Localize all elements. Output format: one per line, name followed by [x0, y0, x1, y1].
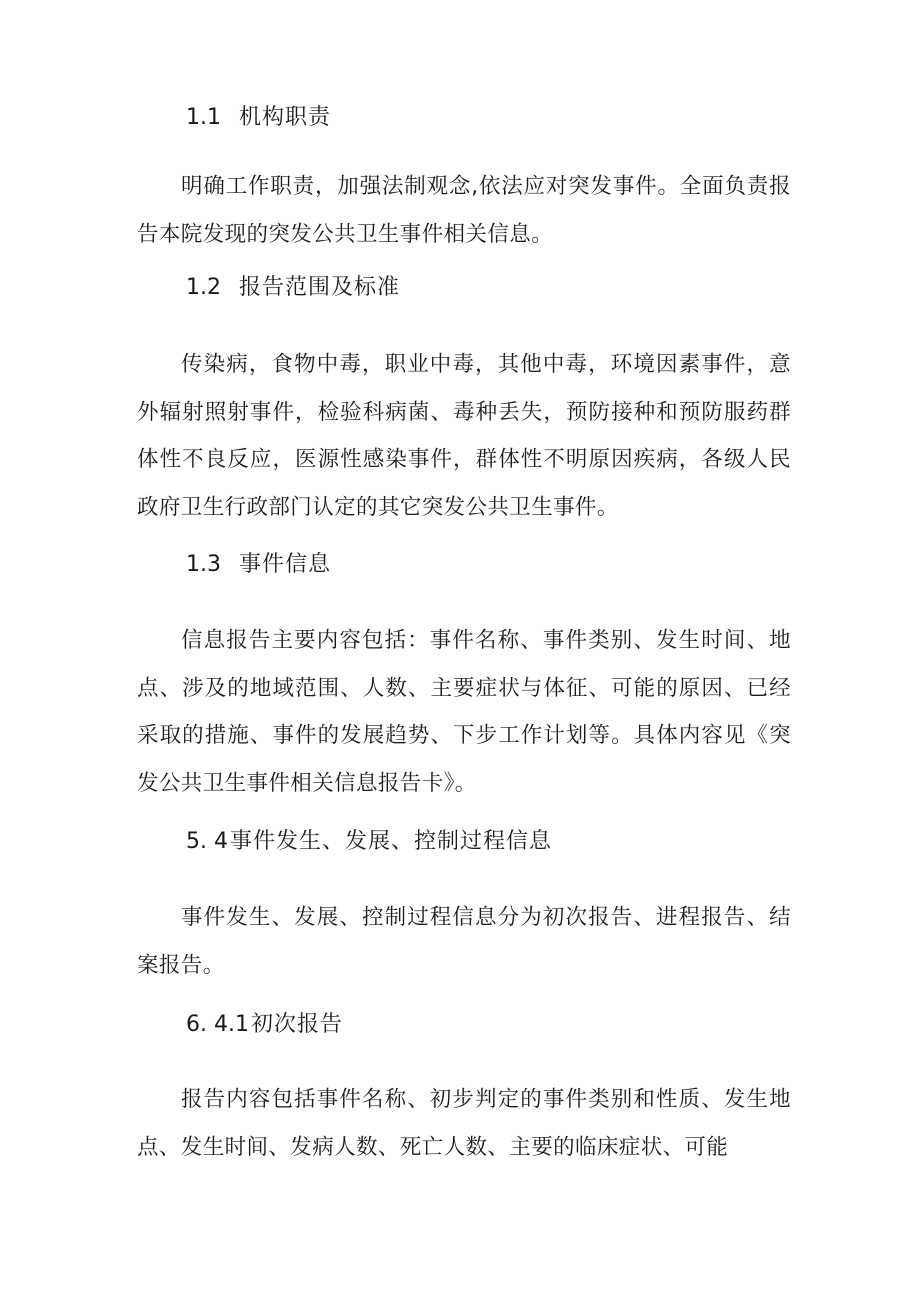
- section-number: 1.3: [186, 552, 221, 577]
- section-paragraph-5-4: 事件发生、发展、控制过程信息分为初次报告、进程报告、结案报告。: [137, 905, 791, 978]
- section-number: 6. 4.1: [186, 1012, 249, 1037]
- section-title: 事件发生、发展、控制过程信息: [229, 829, 552, 854]
- section-number: 1.2: [186, 275, 221, 300]
- section-paragraph-1-1: 明确工作职责，加强法制观念,依法应对突发事件。全面负责报告本院发现的突发公共卫生事件相关信息。: [137, 174, 791, 247]
- section-title: 报告范围及标准: [239, 275, 401, 300]
- section-number: 1.1: [186, 105, 221, 130]
- section-paragraph-6-4-1: 报告内容包括事件名称、初步判定的事件类别和性质、发生地点、发生时间、发病人数、死亡人数、主要的临床症状、可能: [137, 1087, 791, 1160]
- section-number: 5. 4: [186, 829, 228, 854]
- section-title: 初次报告: [250, 1012, 343, 1037]
- section-heading-1-2: [186, 273, 400, 303]
- section-title: 事件信息: [239, 552, 332, 577]
- section-paragraph-1-3: 信息报告主要内容包括：事件名称、事件类别、发生时间、地点、涉及的地域范围、人数、主要症状与体征、可能的原因、已经采取的措施、事件的发展趋势、下步工作计划等。具体内容见《突发公共卫生事件相关信息报告卡》。: [137, 628, 791, 796]
- section-paragraph-1-2: 传染病，食物中毒，职业中毒，其他中毒，环境因素事件，意外辐射照射事件，检验科病菌、毒种丢失，预防接种和预防服药群体性不良反应，医源性感染事件，群体性不明原因疾病，各级人民政府卫生行政部门认定的其它突发公共卫生事件。: [137, 352, 791, 520]
- section-heading-1-1: [186, 103, 331, 133]
- section-heading-1-3: [186, 550, 331, 580]
- section-title: 机构职责: [239, 105, 332, 130]
- section-heading-6-4-1: [186, 1010, 343, 1040]
- section-heading-5-4: [186, 827, 552, 857]
